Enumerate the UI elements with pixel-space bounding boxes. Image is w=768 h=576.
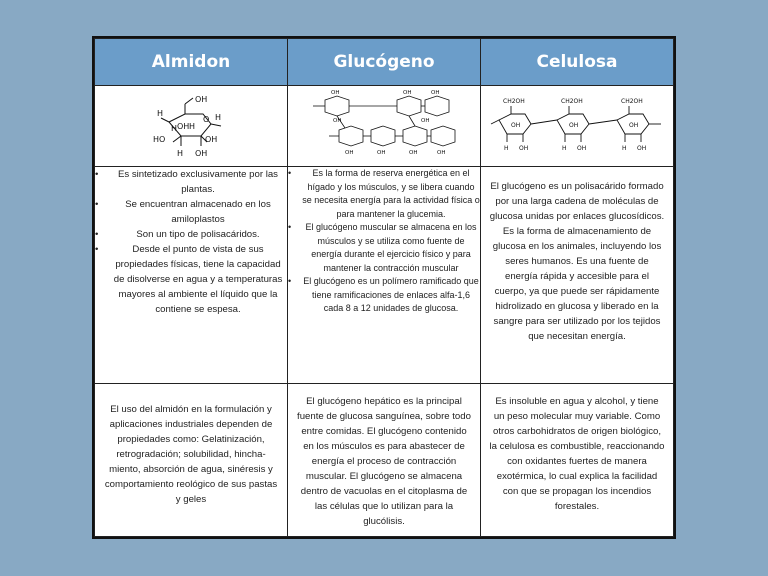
details-row — [95, 384, 674, 537]
glucogeno-structure-cell — [288, 86, 481, 167]
almidon-label-h: H — [171, 124, 178, 133]
glucogeno-label-oh: OH — [333, 118, 342, 124]
header-glucogeno: Glucógeno — [288, 39, 481, 86]
almidon-uso-cell — [95, 384, 288, 537]
comparison-card — [92, 36, 676, 539]
almidon-label-h: H — [189, 122, 196, 131]
list-item: • Es la forma de reserva energética en el hígado y los músculos, y se libera cuando se necesita energía para la actividad física o para mantener la glucemia. — [288, 167, 480, 221]
glucogeno-hepatico-text: El glucógeno hepático es la principal fuente de glucosa sanguínea, sobre todo entre comidas. El glucógeno contenido en los músculos es para abastecer de energía el proceso de contracción muscular. El glucógeno se almacena dentro de vacuolas en el citoplasma de las células que lo utilizan para la glucólisis. — [297, 396, 471, 527]
comparison-table — [94, 38, 674, 537]
celulosa-label-h: H — [562, 145, 567, 152]
glucogeno-label-oh: OH — [345, 150, 354, 156]
celulosa-label-oh: OH — [519, 145, 529, 152]
celulosa-description-text: El glucógeno es un polisacárido formado por una larga cadena de moléculas de glucosa unidas por enlaces glucosídicos. Es la forma de almacenamiento de glucosa en los animales, incluyendo los seres humanos. Es una fuente de energía rápida y accesible para el cuerpo, ya que puede ser rápidamente hidrolizado en glucosa y liberado en la sangre para ser utilizado por los tejidos que necesitan energía. — [489, 181, 665, 342]
almidon-label-oh-top: OH — [195, 95, 208, 104]
celulosa-structure-diagram — [489, 94, 665, 158]
glucogeno-structure-diagram — [309, 90, 459, 162]
celulosa-propiedades-cell — [481, 384, 674, 537]
celulosa-label-oh: OH — [577, 145, 587, 152]
glucogeno-hepatico-cell — [288, 384, 481, 537]
celulosa-label-oh: OH — [511, 122, 521, 129]
almidon-structure-diagram — [151, 94, 231, 158]
header-almidon: Almidon — [95, 39, 288, 86]
celulosa-label-h: H — [504, 145, 509, 152]
celulosa-structure-cell — [481, 86, 674, 167]
almidon-structure-cell — [95, 86, 288, 167]
almidon-label-h: H — [215, 113, 222, 122]
list-item: • Es sintetizado exclusivamente por las plantas. — [95, 167, 287, 197]
list-item: • El glucógeno muscular se almacena en los músculos y se utiliza como fuente de energía durante el ejercicio físico y para mantener la contracción muscular — [288, 221, 480, 275]
celulosa-label-oh: OH — [569, 122, 579, 129]
glucogeno-label-oh: OH — [437, 150, 446, 156]
glucogeno-properties-list — [288, 167, 480, 316]
structure-row — [95, 86, 674, 167]
celulosa-label-ch2oh: CH2OH — [621, 98, 643, 105]
glucogeno-label-oh: OH — [403, 90, 412, 96]
glucogeno-label-oh: OH — [421, 118, 430, 124]
glucogeno-label-oh: OH — [409, 150, 418, 156]
list-item: • Se encuentran almacenado en los amiloplastos — [95, 197, 287, 227]
celulosa-propiedades-text: Es insoluble en agua y alcohol, y tiene un peso molecular muy variable. Como otros carbohidratos de origen biológico, la celulosa es combustible, reaccionando con oxidantes fuertes de manera exotérmica, lo cual explica la facilidad con que se propagan los incendios forestales. — [489, 396, 665, 512]
list-item: • El glucógeno es un polímero ramificado que tiene ramificaciones de enlaces alfa-1,6 cada 8 a 12 unidades de glucosa. — [288, 275, 480, 316]
glucogeno-label-oh: OH — [377, 150, 386, 156]
almidon-uso-text: El uso del almidón en la formulación y aplicaciones industriales dependen de propiedades como: Gelatinización, retrogradación; solubilidad, hincha- miento, absorción de agua, sinéresis y comportamiento reológico de sus pastas y geles — [104, 404, 278, 505]
almidon-label-ho: HO — [153, 135, 166, 144]
celulosa-label-ch2oh: CH2OH — [561, 98, 583, 105]
almidon-label-oh: OH — [205, 135, 218, 144]
almidon-properties-list — [95, 167, 287, 317]
celulosa-label-oh: OH — [637, 145, 647, 152]
list-item: • Desde el punto de vista de sus propiedades físicas, tiene la capacidad de disolverse en agua y a temperaturas mayores al ambiente el líquido que la contiene se espesa. — [95, 242, 287, 317]
almidon-label-o: O — [203, 115, 210, 124]
almidon-label-oh: OH — [177, 122, 190, 131]
glucogeno-properties-cell — [288, 167, 481, 384]
list-item: • Son un tipo de polisacáridos. — [95, 227, 287, 242]
celulosa-label-oh: OH — [629, 122, 639, 129]
properties-row — [95, 167, 674, 384]
celulosa-label-h: H — [622, 145, 627, 152]
glucogeno-label-oh: OH — [431, 90, 440, 96]
almidon-label-oh: OH — [195, 149, 208, 158]
header-celulosa: Celulosa — [481, 39, 674, 86]
glucogeno-label-oh: OH — [331, 90, 340, 96]
almidon-properties-cell — [95, 167, 288, 384]
celulosa-label-ch2oh: CH2OH — [503, 98, 525, 105]
almidon-label-h: H — [157, 109, 164, 118]
celulosa-description-cell — [481, 167, 674, 384]
header-row — [95, 39, 674, 86]
almidon-label-h: H — [177, 149, 184, 158]
